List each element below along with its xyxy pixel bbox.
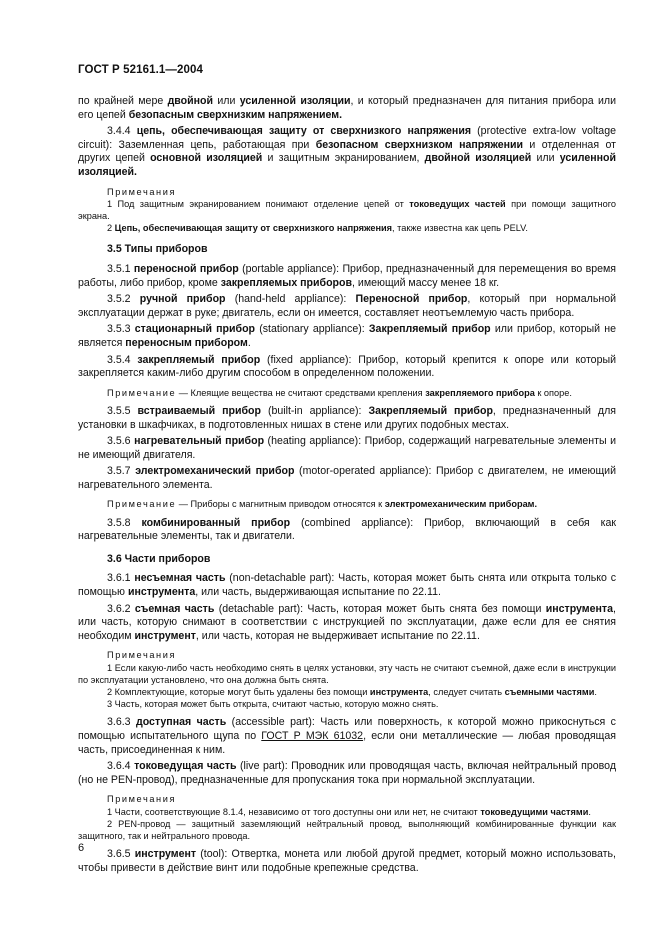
paragraph-3-5-6: 3.5.6 нагревательный прибор (heating appliance): Прибор, содержащий нагревательные элементы и не имеющий двигателя. (78, 435, 616, 461)
bold-term: основной изоляцией (150, 152, 263, 165)
paragraph-3-5-8: 3.5.8 комбинированный прибор (combined appliance): Прибор, включающий в себя как нагревательные элементы, так и двигатели. (78, 516, 616, 543)
bold-term: безопасном сверхнизком напряжении (315, 138, 524, 151)
paragraph-3-5-3: 3.5.3 стационарный прибор (stationary appliance): Закрепляемый прибор или прибор, который не является переносным прибором. (78, 323, 616, 349)
paragraph-continuation: по крайней мере двойной или усиленной изоляции, и который предназначен для питания прибора или его цепей безопасным сверхнизким напряжением. (78, 95, 616, 121)
note-1: 1 Части, соответствующие 8.1.4, независимо от того доступны они или нет, не считают токоведущими частями. (107, 806, 591, 817)
bold-term: электромеханический прибор (135, 465, 295, 478)
bold-term: несъемная часть (134, 572, 226, 585)
bold-term: токоведущая часть (134, 760, 237, 773)
bold-term: Закрепляемый прибор (368, 323, 491, 336)
bold-term: токоведущими частями (480, 806, 589, 817)
note-2: 2 Цепь, обеспечивающая защиту от сверхнизкого напряжения, также известна как цепь PELV. (107, 223, 528, 234)
notes-3-6-2 (78, 649, 616, 710)
bold-term: съемная часть (134, 602, 215, 615)
section-heading-3-6: 3.6 Части приборов (107, 552, 211, 565)
note-2: 2 Комплектующие, которые могут быть удалены без помощи инструмента, следует считать съемными частями. (107, 687, 597, 698)
paragraph-3-5-1: 3.5.1 переносной прибор (portable appliance): Прибор, предназначенный для перемещения во время работы, либо прибор, кроме закрепляемых приборов, имеющий массу менее 18 кг. (78, 262, 616, 289)
note-2: 2 PEN-провод — защитный заземляющий нейтральный провод, выполняющий комбинированные функции как защитного, так и нейтрального провода. (78, 818, 616, 842)
bold-term: электромеханическим приборам. (384, 499, 538, 510)
bold-term: инструмента (369, 687, 429, 698)
bold-term: ручной прибор (139, 293, 226, 306)
bold-term: двойной (167, 95, 214, 107)
bold-term: Закрепляемый прибор (368, 404, 493, 417)
bold-term: закрепляемых приборов (220, 276, 353, 289)
notes-3-4-4 (78, 186, 616, 235)
page-number: 6 (78, 842, 85, 854)
paragraph-3-5-5: 3.5.5 встраиваемый прибор (built-in appliance): Закрепляемый прибор, предназначенный для установки в шкафчиках, в подготовленных нишах в стене или других подобных местах. (78, 404, 616, 431)
bold-term: комбинированный прибор (141, 516, 291, 529)
paragraph-3-5-7: 3.5.7 электромеханический прибор (motor-operated appliance): Прибор с двигателем, не имеющий нагревательного элемента. (78, 465, 616, 491)
bold-term: доступная часть (136, 716, 227, 729)
bold-term: усиленной изоляции (239, 95, 351, 107)
paragraph-3-6-3: 3.6.3 доступная часть (accessible part): Часть или поверхность, к которой можно прикоснуться с помощью испытательного щупа по ГОСТ Р МЭК 61032, если они металлические — любая проводящая часть, присоединенная к ним. (78, 716, 617, 756)
bold-term: цепь, обеспечивающая защиту от сверхнизкого напряжения (136, 125, 472, 138)
note-label: Примечание (107, 387, 177, 398)
notes-3-6-4 (78, 793, 616, 842)
bold-term: инструмент (134, 629, 196, 642)
note-1: 1 Если какую-либо часть необходимо снять в целях установки, эту часть не считают съемной, даже если в инструкции по эксплуатации установлено, что она должна быть снята. (78, 662, 616, 685)
notes-title: Примечания (107, 186, 177, 197)
note-label: Примечание (107, 499, 177, 510)
paragraph-3-6-4: 3.6.4 токоведущая часть (live part): Проводник или проводящая часть, включая нейтральный провод (но не PEN-провод), предназначенные для пропускания тока при нормальной эксплуатации. (78, 760, 617, 786)
bold-term: двойной изоляцией (424, 152, 532, 165)
notes-title: Примечания (107, 794, 177, 805)
bold-term: инструмент (134, 848, 197, 861)
bold-term: встраиваемый прибор (137, 404, 261, 417)
paragraph-3-4-4: 3.4.4 цепь, обеспечивающая защиту от сверхнизкого напряжения (protective extra-low voltage circuit): Заземленная цепь, работающая при безопасном сверхнизком напряжении и отделенная от других цепей основной изоляцией и защитным экранированием, двойной изоляцией или усиленной изоляцией. (78, 125, 617, 178)
bold-term: усиленной изоляцией. (78, 152, 617, 178)
bold-term: инструмента (545, 602, 614, 615)
section-heading-3-5: 3.5 Типы приборов (107, 243, 208, 256)
note-3: 3 Часть, которая может быть открыта, считают частью, которую можно снять. (107, 699, 439, 710)
bold-term: Цепь, обеспечивающая защиту от сверхнизкого напряжения (114, 223, 393, 234)
bold-term: стационарный прибор (134, 323, 256, 336)
bold-term: безопасным сверхнизким напряжением. (128, 108, 343, 121)
bold-term: закрепляемый прибор (137, 353, 261, 366)
bold-term: Переносной прибор (355, 293, 468, 306)
paragraph-3-5-2: 3.5.2 ручной прибор (hand-held appliance): Переносной прибор, который при нормальной эксплуатации держат в руке; двигатель, если он имеется, составляет неотъемлемую часть прибора. (78, 293, 617, 319)
paragraph-3-6-1: 3.6.1 несъемная часть (non-detachable part): Часть, которая может быть снята или открыта только с помощью инструмента, или часть, выдерживающая испытание по 22.11. (78, 572, 617, 599)
paragraph-3-6-5: 3.6.5 инструмент (tool): Отвертка, монета или любой другой предмет, который можно использовать, чтобы привести в действие винт или подобные крепежные средства. (78, 848, 616, 874)
bold-term: токоведущих частей (409, 198, 506, 209)
bold-term: нагревательный прибор (134, 435, 265, 448)
bold-term: переносным прибором (125, 336, 248, 349)
note-3-5-4: Примечание — Клеящие вещества не считают средствами крепления закрепляемого прибора к опоре. (107, 387, 572, 398)
page-content (78, 95, 616, 878)
note-3-5-7: Примечание — Приборы с магнитным приводом относятся к электромеханическим приборам. (107, 499, 538, 510)
notes-title: Примечания (107, 650, 177, 661)
bold-term: закрепляемого прибора (425, 387, 535, 398)
paragraph-3-5-4: 3.5.4 закрепляемый прибор (fixed appliance): Прибор, который крепится к опоре или который закрепляется каким-либо другим способом в определенном положении. (78, 353, 616, 380)
note-1: 1 Под защитным экранированием понимают отделение цепей от токоведущих частей при помощи защитного экрана. (78, 198, 616, 221)
bold-term: инструмента (127, 586, 196, 599)
bold-term: переносной прибор (133, 262, 239, 275)
standard-reference-link: ГОСТ Р МЭК 61032 (261, 730, 364, 743)
bold-term: съемными частями (504, 687, 595, 698)
document-header: ГОСТ Р 52161.1—2004 (78, 64, 203, 76)
paragraph-3-6-2: 3.6.2 съемная часть (detachable part): Часть, которая может быть снята без помощи инструмента, или часть, которую снимают в соответствии с инструкцией по эксплуатации, даже если для ее снятия необходим инструмент, или часть, которая не выдерживает испытание по 22.11. (78, 602, 616, 642)
